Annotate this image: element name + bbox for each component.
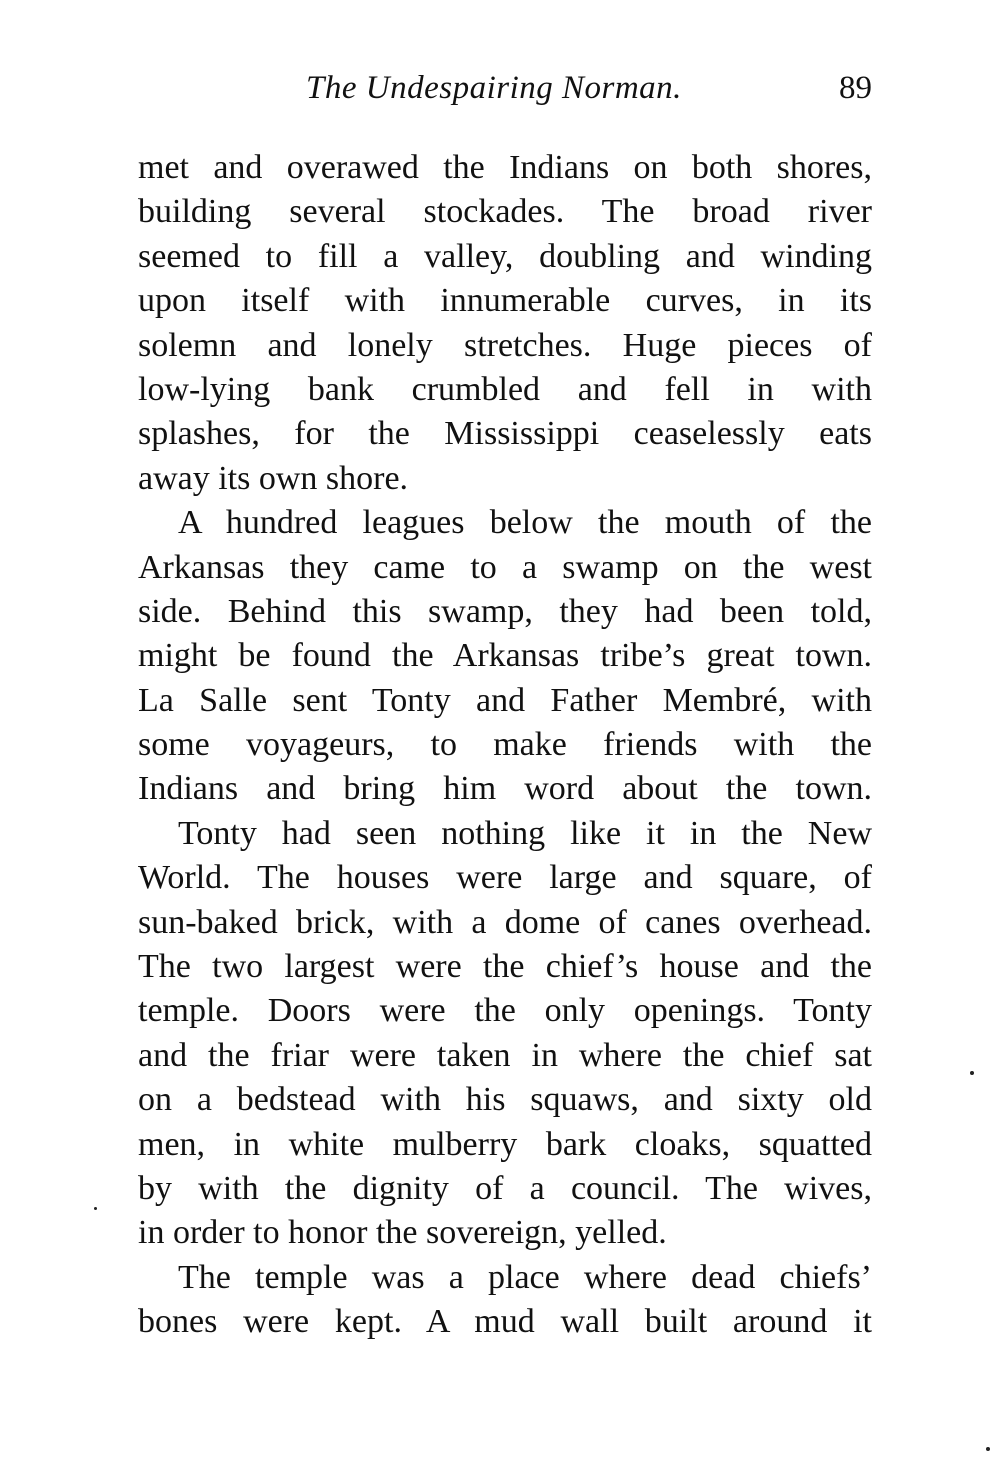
text-line: splashes, for the Mississippi ceaselessly eats (138, 415, 872, 453)
text-line: upon itself with innumerable curves, in its (138, 282, 872, 320)
text-line: solemn and lonely stretches. Huge pieces of (138, 326, 872, 364)
text-line: bones were kept. A mud wall built around it (138, 1303, 872, 1341)
text-line: A hundred leagues below the mouth of the (178, 504, 872, 542)
text-line: low-lying bank crumbled and fell in with (138, 370, 872, 408)
text-line: on a bedstead with his squaws, and sixty old (138, 1081, 872, 1119)
body-text (138, 146, 872, 1345)
paragraph-4 (138, 1256, 872, 1345)
text-line: side. Behind this swamp, they had been told, (138, 592, 872, 630)
paragraph-2 (138, 501, 872, 812)
text-line: World. The houses were large and square, of (138, 859, 872, 897)
text-line: Tonty had seen nothing like it in the New (178, 814, 872, 852)
page-number: 89 (839, 70, 872, 106)
paragraph-3 (138, 812, 872, 1256)
running-title: The Undespairing Norman. (306, 70, 682, 106)
text-line: away its own shore. (138, 459, 409, 497)
text-line: The two largest were the chief’s house and the (138, 948, 872, 986)
text-line: Indians and bring him word about the town. (138, 770, 872, 808)
scan-speck (94, 1207, 97, 1210)
text-line: La Salle sent Tonty and Father Membré, with (138, 681, 872, 719)
text-line: and the friar were taken in where the chief sat (138, 1036, 872, 1074)
text-line: building several stockades. The broad river (138, 193, 872, 231)
text-line: some voyageurs, to make friends with the (138, 726, 872, 764)
text-line: Arkansas they came to a swamp on the west (138, 548, 872, 586)
running-head (138, 70, 872, 114)
text-line: The temple was a place where dead chiefs’ (178, 1258, 872, 1296)
scan-speck (970, 1071, 974, 1075)
text-line: sun-baked brick, with a dome of canes overhead. (138, 903, 872, 941)
text-line: by with the dignity of a council. The wives, (138, 1169, 872, 1207)
text-line: men, in white mulberry bark cloaks, squatted (138, 1125, 872, 1163)
text-line: might be found the Arkansas tribe’s great town. (138, 637, 872, 675)
text-line: seemed to fill a valley, doubling and winding (138, 237, 872, 275)
text-line: met and overawed the Indians on both shores, (138, 149, 872, 186)
text-line: temple. Doors were the only openings. Tonty (138, 992, 872, 1030)
scan-speck (986, 1447, 990, 1451)
paragraph-1 (138, 146, 872, 501)
text-line: in order to honor the sovereign, yelled. (138, 1214, 667, 1252)
